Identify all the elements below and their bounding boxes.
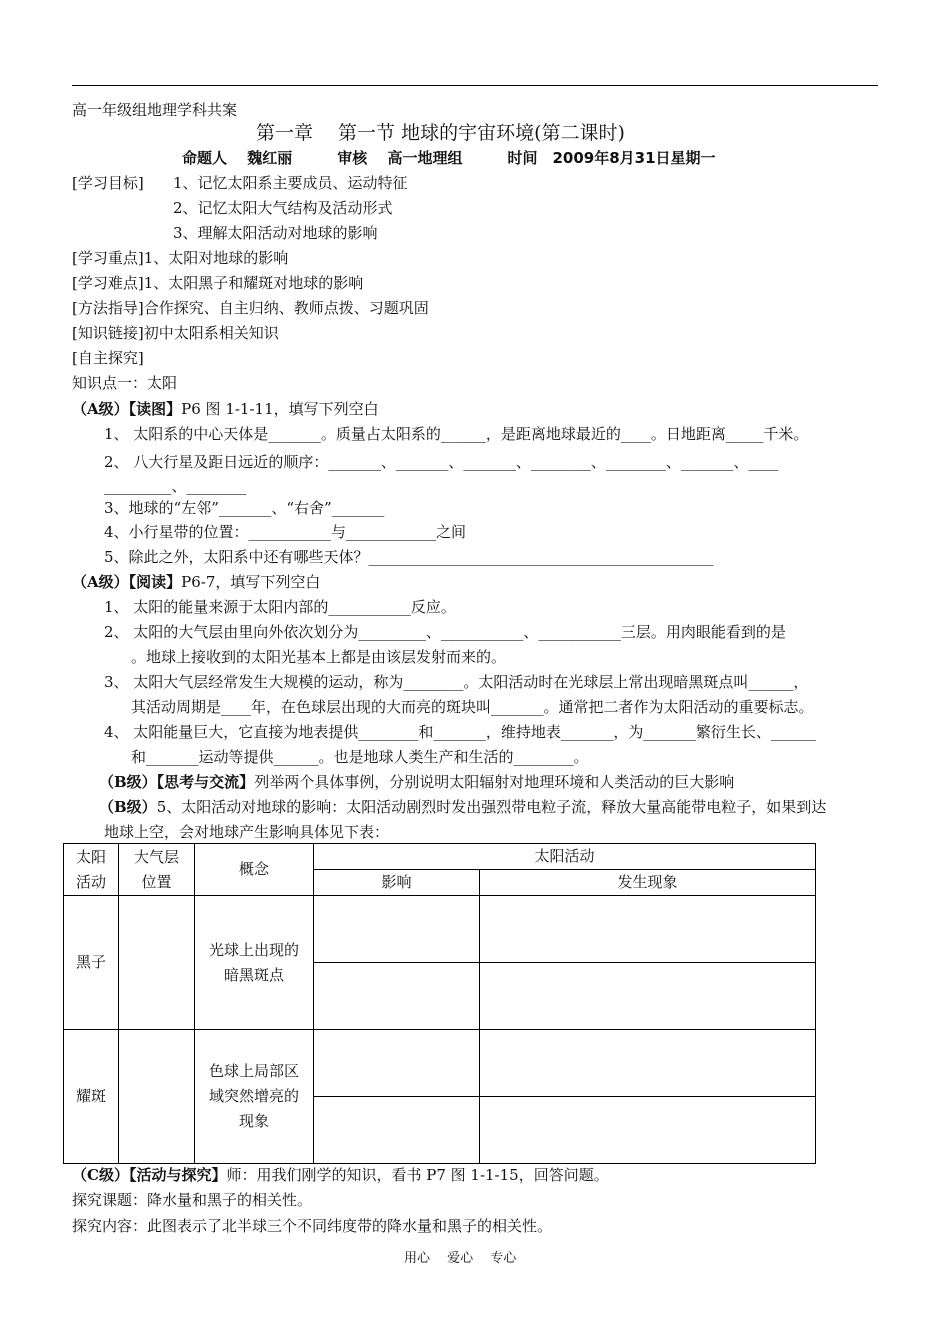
question-line: 5、除此之外，太阳系中还有哪些天体？______________________________________________ [104,548,714,566]
org-line: 高一年级组地理学科共案 [72,101,238,119]
footer: 用心 爱心 专心 [404,1251,517,1266]
header-activity [64,844,119,896]
question-line: 1、 太阳的能量来源于太阳内部的___________反应。 [104,598,456,616]
row-sunspot-name: 黑子 [64,896,119,1030]
question-line: 4、小行星带的位置：___________与____________之间 [104,523,467,541]
answer-cell[interactable] [119,896,195,1030]
row-sunspot-concept [195,896,314,1030]
answer-cell[interactable] [480,896,816,963]
part-a2-header [72,572,320,592]
row-flare-name: 耀斑 [64,1030,119,1164]
page-title: 第一章 第一节 地球的宇宙环境(第二课时) [256,122,625,144]
header-text: 大气层 [133,847,179,866]
part-a1-instr: P6 图 1-1-11，填写下列空白 [181,400,379,418]
part-b2-text: 5、太阳活动对地球的影响：太阳活动剧烈时发出强烈带电粒子流，释放大量高能带电粒子，如果到达 [156,798,827,816]
explore-topic: 探究课题：降水量和黑子的相关性。 [72,1191,313,1209]
knowledge-point: 知识点一：太阳 [72,374,178,392]
solar-activity-table [63,843,816,1164]
question-line: 2、 八大行星及距日远近的顺序：_______、_______、_______、________、________、_______、____ [104,453,779,471]
answer-cell[interactable] [480,1097,816,1164]
section-method: [方法指导]合作探究、自主归纳、教师点拨、习题巩固 [72,299,429,317]
answer-cell[interactable] [480,963,816,1030]
question-line: 3、地球的“左邻”_______、“右舍”_______ [104,499,385,517]
top-rule [72,85,878,86]
header-solar-activity: 太阳活动 [314,844,816,870]
question-line: 1、 太阳系的中心天体是_______。质量占太阳系的______，是距离地球最近的____。日地距离_____千米。 [104,425,809,443]
answer-cell[interactable] [314,896,480,963]
part-a2-instr: P6-7，填写下列空白 [181,573,321,591]
objective-item: 3、理解太阳活动对地球的影响 [173,224,378,242]
section-explore: [自主探究] [72,349,144,367]
part-a1-header [72,399,379,419]
header-effect: 影响 [314,870,480,896]
question-line: 其活动周期是____年，在色球层出现的大而亮的斑块叫_______。通常把二者作为太阳活动的重要标志。 [131,698,814,716]
answer-cell[interactable] [314,1097,480,1164]
level-tag: （B级）【思考与交流】 [99,773,255,791]
header-text: 活动 [75,872,106,891]
question-line: 。地球上接收到的太阳光基本上都是由该层发射而来的。 [131,648,507,666]
objective-item: 2、记忆太阳大气结构及活动形式 [173,199,393,217]
level-tag: （B级） [99,798,157,816]
level-tag: （A级）【读图】 [72,400,182,418]
part-c [72,1165,609,1185]
answer-cell[interactable] [314,1030,480,1097]
section-difficulties: [学习难点]1、太阳黑子和耀斑对地球的影响 [72,274,364,292]
header-phenomenon: 发生现象 [480,870,816,896]
concept-text: 色球上局部区 [208,1062,299,1080]
part-b1 [99,772,734,792]
header-layer [119,844,195,896]
part-b1-text: 列举两个具体事例，分别说明太阳辐射对地理环境和人类活动的巨大影响 [254,773,735,791]
answer-cell[interactable] [119,1030,195,1164]
level-tag: （C级）【活动与探究】 [72,1166,227,1184]
answer-cell[interactable] [480,1030,816,1097]
row-flare-concept [195,1030,314,1164]
header-concept: 概念 [195,844,314,896]
question-line: 3、 太阳大气层经常发生大规模的运动，称为________。太阳活动时在光球层上常出现暗黑斑点叫______， [104,673,809,691]
answer-cell[interactable] [314,963,480,1030]
level-tag: （A级）【阅读】 [72,573,182,591]
header-text: 位置 [141,872,172,891]
question-line: 4、 太阳能量巨大，它直接为地表提供________和_______，维持地表_______，为_______繁衍生长、______ [104,723,816,741]
part-c-text: 师：用我们刚学的知识，看书 P7 图 1-1-15，回答问题。 [226,1166,609,1184]
section-key-points: [学习重点]1、太阳对地球的影响 [72,249,289,267]
section-links: [知识链接]初中太阳系相关知识 [72,324,279,342]
concept-text: 域突然增亮的 [208,1087,299,1105]
header-text: 太阳 [75,847,106,866]
part-b2 [99,797,826,817]
question-line: 2、 太阳的大气层由里向外依次划分为_________、___________、___________三层。用肉眼能看到的是 [104,623,786,641]
meta-line: 命题人 魏红丽 审核 高一地理组 时间 2009年8月31日星期一 [182,149,716,167]
explore-content: 探究内容：此图表示了北半球三个不同纬度带的降水量和黑子的相关性。 [72,1217,553,1235]
objectives-label: [学习目标] [72,174,144,192]
question-line: _________、________ [104,477,247,495]
concept-text: 现象 [238,1112,269,1130]
objective-item: 1、记忆太阳系主要成员、运动特征 [173,174,408,192]
question-line: 和_______运动等提供______。也是地球人类生产和生活的________。 [131,748,589,766]
concept-text: 暗黑斑点 [223,965,284,984]
part-b2-cont: 地球上空，会对地球产生影响具体见下表： [104,823,390,841]
concept-text: 光球上出现的 [208,940,299,959]
